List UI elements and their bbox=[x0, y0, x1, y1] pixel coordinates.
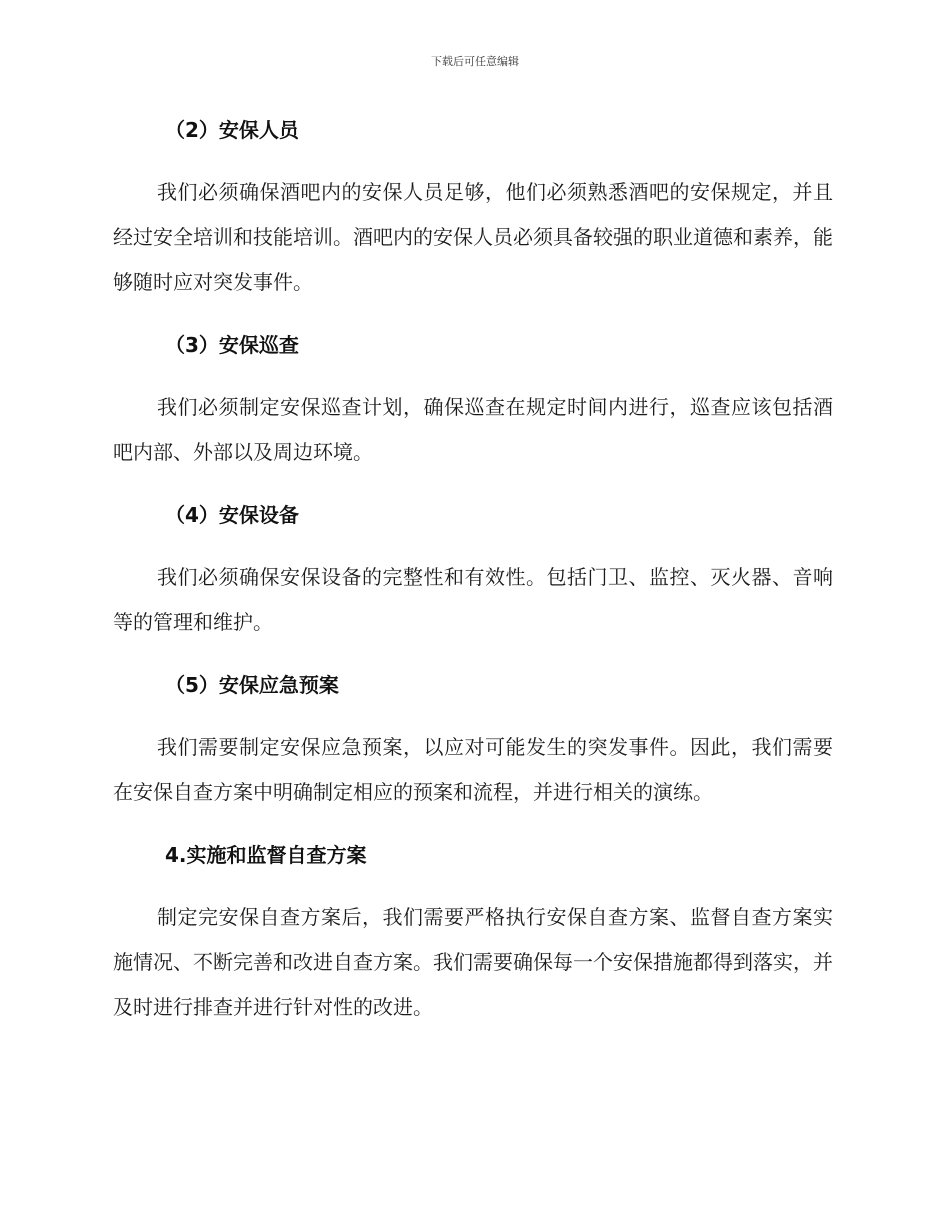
section-paragraph-emergency-plan: 我们需要制定安保应急预案，以应对可能发生的突发事件。因此，我们需要在安保自查方案中明确制定相应的预案和流程，并进行相关的演练。 bbox=[113, 735, 833, 804]
section-heading-emergency-plan: （5）安保应急预案 bbox=[165, 673, 339, 697]
page-header: 下载后可任意编辑 bbox=[431, 55, 519, 68]
section-heading-security-personnel: （2）安保人员 bbox=[165, 118, 299, 142]
section-heading-security-patrol: （3）安保巡查 bbox=[165, 333, 299, 357]
section-paragraph-security-equipment: 我们必须确保安保设备的完整性和有效性。包括门卫、监控、灭火器、音响等的管理和维护。 bbox=[113, 565, 833, 634]
section-paragraph-security-patrol: 我们必须制定安保巡查计划，确保巡查在规定时间内进行，巡查应该包括酒吧内部、外部以及周边环境。 bbox=[113, 395, 833, 464]
section-paragraph-implementation: 制定完安保自查方案后，我们需要严格执行安保自查方案、监督自查方案实施情况、不断完善和改进自查方案。我们需要确保每一个安保措施都得到落实，并及时进行排查并进行针对性的改进。 bbox=[113, 905, 833, 1019]
document-body bbox=[113, 114, 833, 1030]
section-heading-implementation: 4.实施和监督自查方案 bbox=[165, 843, 367, 867]
section-paragraph-security-personnel: 我们必须确保酒吧内的安保人员足够，他们必须熟悉酒吧的安保规定，并且经过安全培训和技能培训。酒吧内的安保人员必须具备较强的职业道德和素养，能够随时应对突发事件。 bbox=[113, 180, 833, 294]
section-heading-security-equipment: （4）安保设备 bbox=[165, 503, 299, 527]
